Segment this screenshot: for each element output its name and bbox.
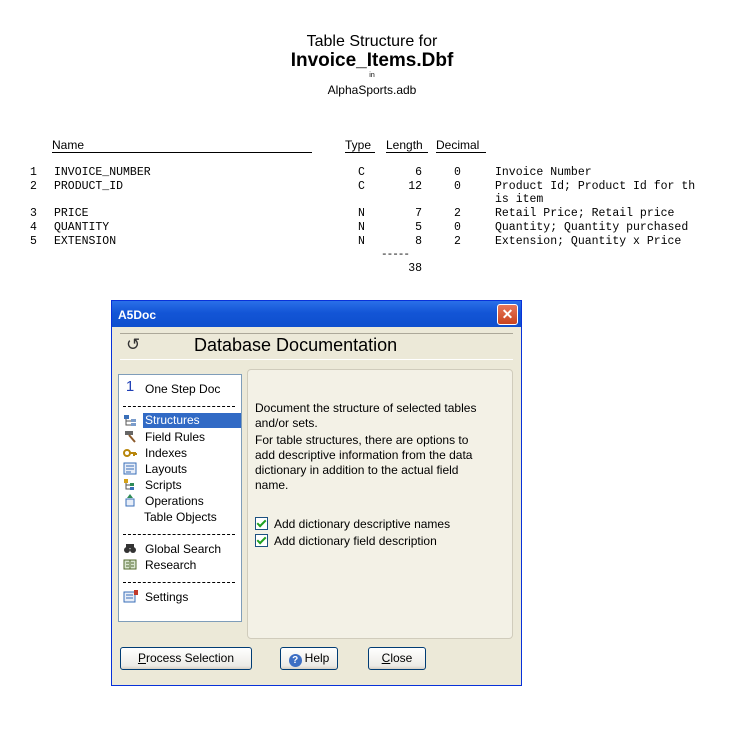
column-header-name: Name [52, 138, 312, 153]
close-button[interactable] [368, 647, 426, 670]
field-type: N [358, 207, 365, 220]
nav-item-settings[interactable] [119, 589, 241, 605]
nav-item-research[interactable] [119, 557, 241, 573]
nav-item-label: One Step Doc [145, 382, 221, 396]
nav-item-label: Operations [145, 494, 204, 508]
field-length: 12 [408, 180, 422, 193]
button-label: lose [390, 651, 413, 665]
nav-item-label: Layouts [145, 462, 188, 476]
checkbox-label: Add dictionary field description [274, 534, 437, 548]
number-one-icon: 1 [125, 378, 135, 395]
nav-item-indexes[interactable] [119, 445, 241, 461]
nav-item-field-rules[interactable] [119, 429, 241, 445]
column-header-decimal: Decimal [436, 138, 486, 153]
total-separator: ----- [381, 249, 410, 261]
panel-description-detail: For table structures, there are options to add descriptive information from the data dictionary in addition to the actual field name. [255, 433, 473, 492]
nav-item-label: Research [145, 558, 197, 572]
layout-icon [123, 462, 137, 475]
button-label: Help [304, 651, 330, 665]
close-icon[interactable]: ✕ [497, 304, 518, 325]
nav-item-label: Global Search [145, 542, 222, 556]
field-description: Invoice Number [495, 166, 592, 179]
field-number: 3 [30, 207, 37, 220]
nav-item-scripts[interactable] [119, 477, 241, 493]
binoculars-icon [123, 542, 137, 555]
field-description: Extension; Quantity x Price [495, 235, 682, 248]
options-panel [247, 369, 513, 639]
field-name: PRICE [54, 207, 89, 220]
operations-icon [123, 494, 137, 507]
field-type: C [358, 180, 365, 193]
field-name: PRODUCT_ID [54, 180, 124, 193]
field-decimal: 2 [454, 235, 461, 248]
a5doc-dialog [111, 300, 522, 686]
book-icon [123, 558, 137, 571]
column-header-type: Type [345, 138, 375, 153]
hammer-icon [123, 430, 137, 443]
nav-item-label: Table Objects [144, 510, 217, 524]
table-name: Invoice_Items.Dbf [290, 50, 454, 71]
field-description: Product Id; Product Id for th [495, 180, 696, 193]
field-type: N [358, 221, 365, 234]
key-icon [123, 446, 137, 459]
panel-description: Document the structure of selected tables and/or sets. [255, 401, 477, 430]
mnemonic-letter: P [137, 651, 146, 665]
field-description: Quantity; Quantity purchased [495, 221, 689, 234]
nav-item-label: Field Rules [145, 430, 206, 444]
dialog-titlebar[interactable] [112, 301, 521, 327]
field-name: EXTENSION [54, 235, 117, 248]
help-button[interactable] [280, 647, 338, 670]
nav-item-operations[interactable] [119, 493, 241, 509]
field-number: 4 [30, 221, 37, 234]
field-length: 8 [415, 235, 422, 248]
nav-separator [123, 534, 235, 535]
field-description-continued: is item [495, 193, 544, 206]
process-selection-button[interactable] [120, 647, 252, 670]
field-type: N [358, 235, 365, 248]
back-icon[interactable]: ↺ [126, 335, 141, 354]
database-name: AlphaSports.adb [327, 83, 417, 97]
checkbox-label: Add dictionary descriptive names [274, 517, 451, 531]
nav-item-one-step-doc[interactable] [119, 378, 241, 397]
mnemonic-letter: C [381, 651, 391, 665]
column-header-length: Length [386, 138, 428, 153]
total-length: 38 [408, 262, 422, 275]
nav-item-table-objects[interactable] [119, 509, 241, 525]
checkbox-checked-icon[interactable] [255, 534, 268, 547]
script-icon [123, 478, 137, 491]
settings-icon [123, 590, 137, 603]
in-label: in [369, 72, 375, 79]
dialog-title: A5Doc [118, 308, 157, 322]
field-type: C [358, 166, 365, 179]
nav-item-layouts[interactable] [119, 461, 241, 477]
field-length: 6 [415, 166, 422, 179]
field-decimal: 2 [454, 207, 461, 220]
field-length: 5 [415, 221, 422, 234]
field-decimal: 0 [454, 180, 461, 193]
dialog-header [120, 333, 513, 360]
nav-separator [123, 582, 235, 583]
field-number: 2 [30, 180, 37, 193]
nav-item-label: Settings [145, 590, 189, 604]
field-name: INVOICE_NUMBER [54, 166, 151, 179]
field-decimal: 0 [454, 221, 461, 234]
nav-item-label: Indexes [145, 446, 188, 460]
report-title: Table Structure for [306, 33, 438, 50]
field-description-checkbox[interactable] [255, 534, 437, 548]
field-length: 7 [415, 207, 422, 220]
field-name: QUANTITY [54, 221, 110, 234]
nav-item-global-search[interactable] [119, 541, 241, 557]
help-icon: ? [289, 654, 302, 667]
documentation-type-list [118, 374, 242, 622]
checkbox-checked-icon[interactable] [255, 517, 268, 530]
structure-icon [123, 414, 137, 427]
field-description: Retail Price; Retail price [495, 207, 675, 220]
nav-separator [123, 406, 235, 407]
nav-item-structures[interactable] [119, 413, 241, 429]
nav-item-label: Structures [143, 413, 241, 428]
button-label: rocess Selection [145, 651, 235, 665]
field-number: 5 [30, 235, 37, 248]
dialog-heading: Database Documentation [194, 335, 398, 355]
descriptive-names-checkbox[interactable] [255, 517, 450, 531]
nav-item-label: Scripts [145, 478, 182, 492]
field-number: 1 [30, 166, 37, 179]
field-decimal: 0 [454, 166, 461, 179]
